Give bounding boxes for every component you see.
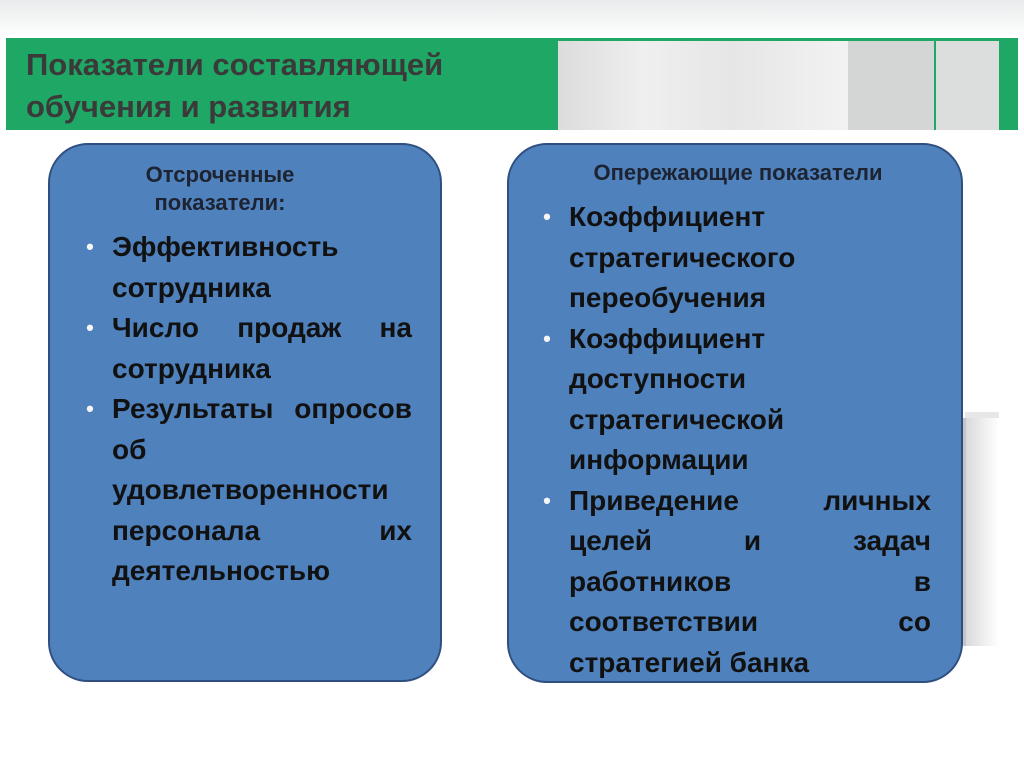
lagging-heading-line-2: показатели: — [154, 190, 286, 215]
people-photo-icon — [558, 41, 848, 130]
decor-shelf — [963, 418, 999, 646]
list-item-text: Коэффициент стратегического переобучения — [569, 201, 796, 313]
list-item-text: Число продаж на сотрудника — [112, 312, 412, 384]
bullet-icon: • — [543, 204, 551, 229]
list-item — [76, 308, 412, 389]
top-fade — [0, 0, 1024, 38]
header-green-end — [999, 38, 1018, 130]
list-item — [533, 319, 931, 481]
list-item — [76, 389, 412, 592]
list-item — [76, 227, 412, 308]
lagging-indicators-list — [76, 227, 412, 592]
slide-title — [26, 44, 556, 128]
lagging-heading-line-1: Отсроченные — [145, 162, 295, 187]
leading-indicators-list — [533, 197, 931, 683]
header-gray-strip — [848, 41, 934, 130]
bullet-icon: • — [86, 315, 94, 340]
bullet-icon: • — [86, 396, 94, 421]
list-item-text: Коэффициент доступности стратегической информации — [569, 322, 785, 475]
list-item-text: Эффективность сотрудника — [112, 231, 339, 303]
list-item-text: Приведение личных целей и задач работников в соответствии со стратегией банка — [569, 484, 931, 678]
slide-title-line-2: обучения и развития — [26, 89, 351, 124]
list-item-text: Результаты опросов об удовлетворенности персонала их деятельностью — [112, 393, 412, 586]
leading-indicators-panel — [507, 143, 963, 683]
bullet-icon: • — [86, 234, 94, 259]
leading-indicators-heading: Опережающие показатели — [593, 160, 883, 185]
list-item — [533, 481, 931, 684]
list-item — [533, 197, 931, 319]
lagging-indicators-panel — [48, 143, 442, 682]
lagging-indicators-heading — [120, 161, 320, 217]
slide-title-line-1: Показатели составляющей — [26, 47, 444, 82]
bullet-icon: • — [543, 487, 551, 513]
bullet-icon: • — [543, 325, 551, 351]
header-gray-strip-2 — [936, 41, 999, 130]
